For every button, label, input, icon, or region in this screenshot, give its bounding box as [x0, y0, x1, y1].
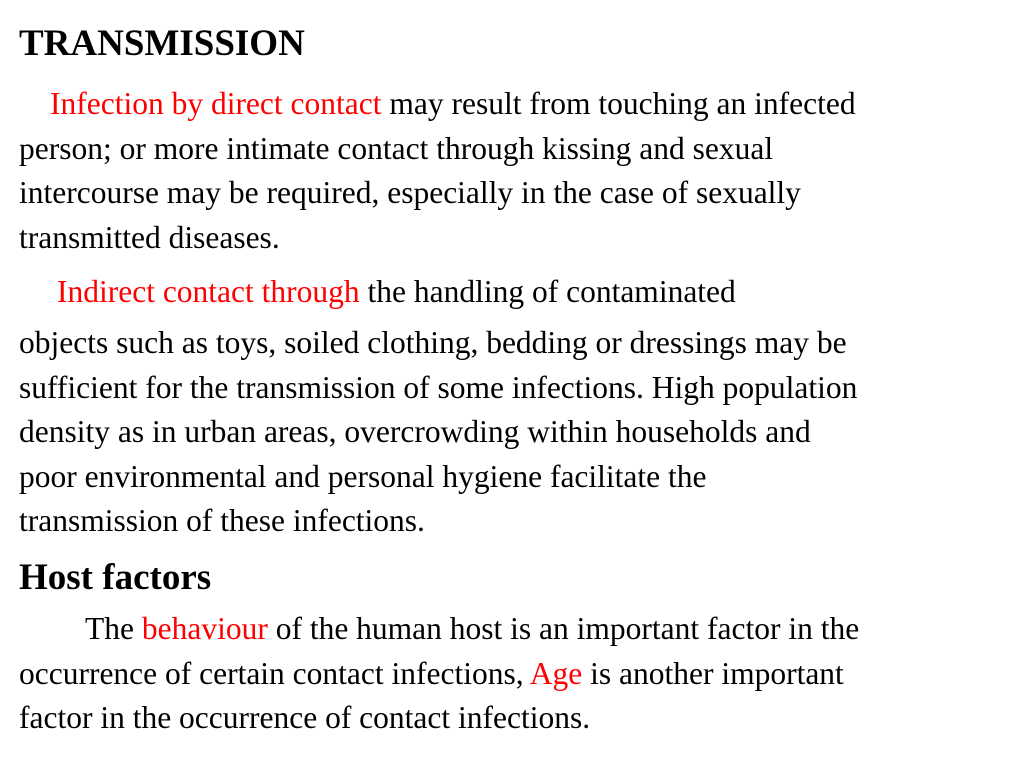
highlight-text: Indirect contact through [57, 274, 360, 309]
paragraph-indirect-contact [19, 321, 857, 544]
body-text: the handling of contaminated [359, 274, 736, 309]
paragraph-direct-contact [19, 82, 856, 260]
paragraph-line: intercourse may be required, especially in the case of sexually [19, 175, 801, 210]
page-title: TRANSMISSION [19, 23, 305, 64]
paragraph-line: density as in urban areas, overcrowding within households and [19, 414, 811, 449]
paragraph-host-factors [19, 607, 859, 741]
highlight-text: behaviour [141, 611, 268, 646]
highlight-text: Infection by direct contact [50, 86, 382, 121]
paragraph-line: transmitted diseases. [19, 219, 280, 255]
paragraph-line [19, 82, 856, 127]
paragraph-line: factor in the occurrence of contact infections. [19, 700, 591, 735]
paragraph-line [19, 607, 859, 652]
paragraph-line: poor environmental and personal hygiene facilitate the [19, 458, 707, 494]
section-heading-host-factors: Host factors [19, 557, 212, 598]
paragraph-line: transmission of these infections. [19, 503, 425, 538]
body-text: may result from touching an infected [381, 86, 856, 121]
paragraph-indirect-contact-lead [19, 270, 736, 315]
paragraph-line [19, 652, 859, 697]
body-text: occurrence of certain contact infections, [19, 655, 530, 691]
paragraph-line: person; or more intimate contact through kissing and sexual [19, 130, 774, 166]
body-text: The [85, 611, 142, 646]
highlight-text: Age [529, 655, 583, 691]
body-text: is another important [582, 655, 844, 691]
paragraph-line [19, 270, 736, 315]
body-text: of the human host is an important factor in the [267, 611, 860, 646]
paragraph-line: sufficient for the transmission of some infections. High population [19, 369, 858, 405]
paragraph-line: objects such as toys, soiled clothing, bedding or dressings may be [19, 325, 847, 360]
